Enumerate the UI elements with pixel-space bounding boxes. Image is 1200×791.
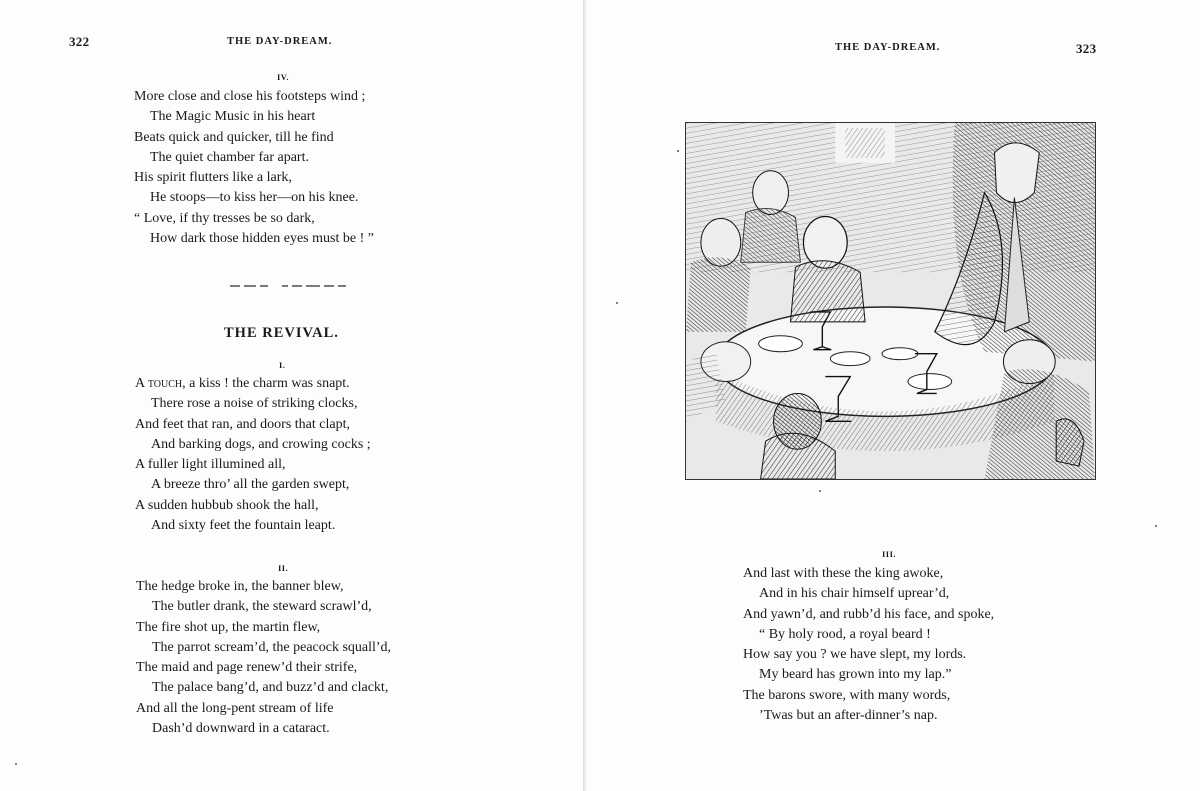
right-page [586, 0, 1200, 791]
stanza-iv [134, 87, 374, 249]
page-number-left: 322 [69, 34, 90, 49]
first-line-rest: , a kiss ! the charm was snapt. [182, 376, 350, 391]
stanza-numeral-iv: IV. [277, 72, 289, 82]
paper-speck [819, 490, 821, 492]
verse-line: And all the long-pent stream of life [136, 700, 334, 716]
verse-line: And barking dogs, and crowing cocks ; [151, 436, 371, 452]
verse-line: The palace bang’d, and buzz’d and clackt, [152, 680, 389, 696]
verse-line: And in his chair himself uprear’d, [759, 586, 950, 602]
verse-line: A sudden hubbub shook the hall, [135, 497, 319, 513]
verse-line: He stoops—to kiss her—on his knee. [150, 190, 359, 206]
verse-line: The parrot scream’d, the peacock squall’d, [152, 639, 392, 655]
verse-line: My beard has grown into my lap.” [759, 667, 952, 683]
section-divider [230, 284, 346, 288]
verse-line [135, 374, 371, 394]
paper-speck [677, 150, 679, 152]
stanza-numeral-ii: II. [278, 563, 289, 573]
verse-line: And sixty feet the fountain leapt. [151, 518, 336, 534]
engraving-illustration [685, 122, 1096, 480]
verse-line: “ By holy rood, a royal beard ! [759, 626, 931, 642]
small-caps-word: touch [147, 376, 183, 391]
verse-line: ’Twas but an after-dinner’s nap. [759, 708, 938, 724]
running-head-right: THE DAY-DREAM. [835, 42, 941, 53]
verse-line: Beats quick and quicker, till he find [134, 129, 334, 145]
verse-line: “ Love, if thy tresses be so dark, [134, 210, 315, 226]
stanza-ii [136, 577, 391, 739]
verse-line: The Magic Music in his heart [150, 109, 316, 125]
verse-line: The fire shot up, the martin flew, [136, 619, 321, 635]
verse-line: The maid and page renew’d their strife, [136, 660, 358, 676]
verse-line: The quiet chamber far apart. [150, 149, 309, 165]
verse-line: A fuller light illumined all, [135, 457, 286, 473]
running-head-left: THE DAY-DREAM. [227, 36, 333, 47]
paper-speck [15, 763, 17, 765]
banquet-engraving [686, 123, 1095, 479]
verse-line: And feet that ran, and doors that clapt, [135, 416, 350, 432]
stanza-numeral-i: I. [279, 360, 286, 370]
verse-line: There rose a noise of striking clocks, [151, 396, 358, 412]
paper-speck [616, 302, 618, 304]
verse-line: How say you ? we have slept, my lords. [743, 647, 967, 663]
verse-line: And yawn’d, and rubb’d his face, and spoke, [743, 606, 995, 622]
verse-line: His spirit flutters like a lark, [134, 170, 292, 186]
first-word: A [135, 376, 145, 391]
verse-line: The barons swore, with many words, [743, 687, 951, 703]
verse-line: The butler drank, the steward scrawl’d, [152, 599, 372, 615]
paper-speck [1155, 525, 1157, 527]
stanza-numeral-iii: III. [882, 549, 897, 559]
stanza-iii [743, 564, 994, 726]
page-number-right: 323 [1076, 41, 1097, 56]
section-title: THE REVIVAL. [224, 325, 339, 341]
verse-line: More close and close his footsteps wind ; [134, 89, 366, 104]
left-page [0, 0, 584, 791]
verse-line: A breeze thro’ all the garden swept, [151, 477, 350, 493]
verse-line: And last with these the king awoke, [743, 566, 944, 581]
verse-line: How dark those hidden eyes must be ! ” [150, 231, 374, 247]
verse-line: The hedge broke in, the banner blew, [136, 579, 344, 594]
stanza-i [135, 374, 371, 536]
verse-line: Dash’d downward in a cataract. [152, 721, 330, 737]
